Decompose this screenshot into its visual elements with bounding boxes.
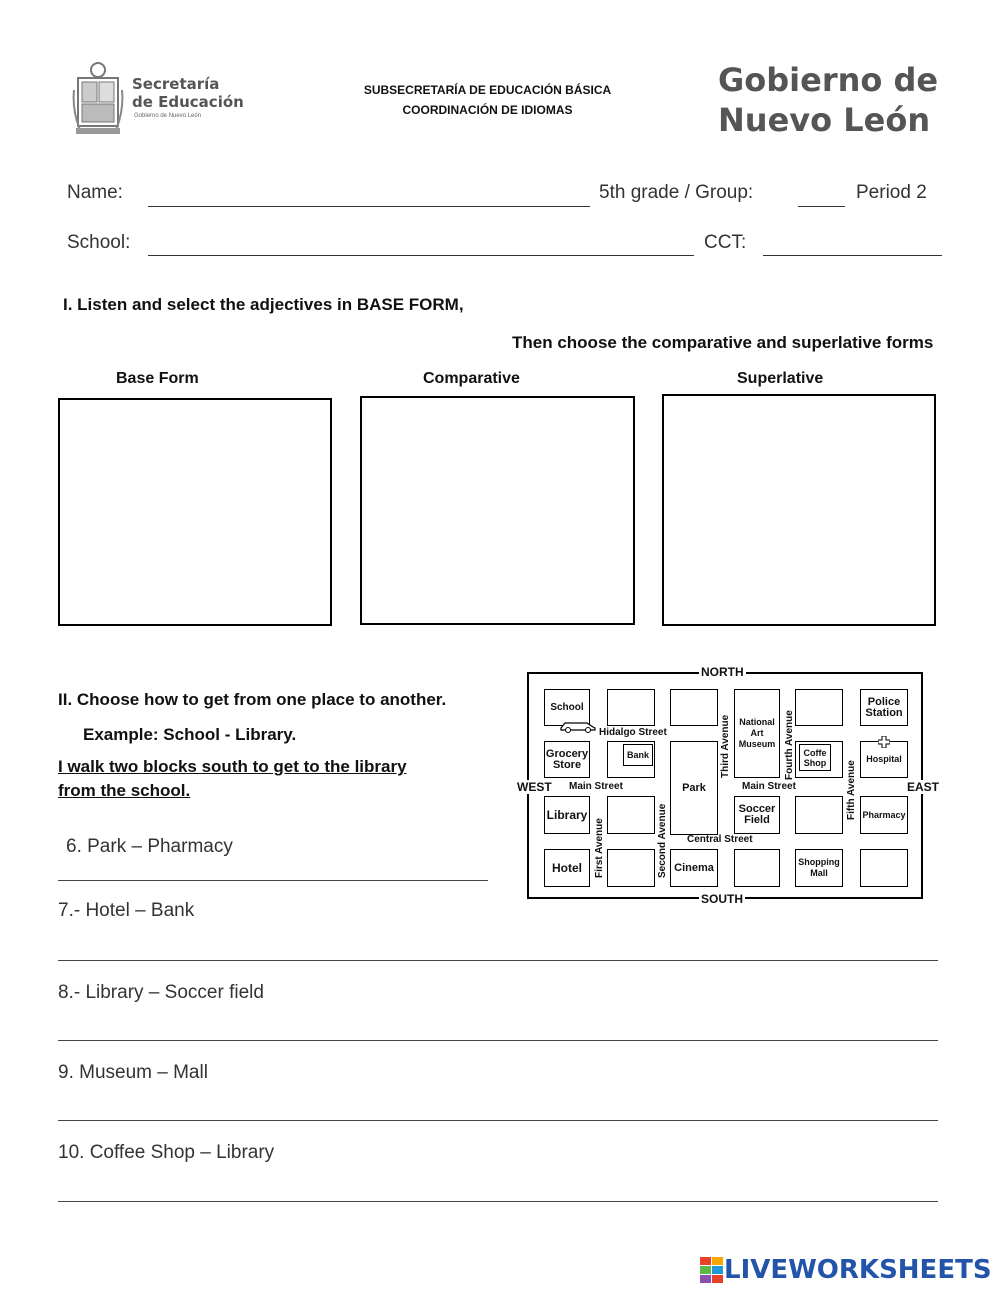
answer-9[interactable] [58, 1120, 938, 1121]
grade-label: 5th grade / Group: [599, 182, 754, 203]
grocery-label: Grocery Store [545, 747, 589, 771]
avenue-fifth: Fifth Avenue [846, 760, 857, 820]
cinema-label: Cinema [674, 861, 714, 874]
map-block-hotel [544, 849, 590, 887]
avenue-second: Second Avenue [657, 803, 668, 878]
map-south-label: SOUTH [701, 892, 743, 906]
question-9: 9. Museum – Mall [58, 1062, 208, 1083]
avenue-fourth: Fourth Avenue [784, 710, 795, 780]
map-block-empty-5 [795, 796, 843, 834]
section1-instruction: I. Listen and select the adjectives in BASE FORM, [63, 295, 464, 314]
soccer-label: Soccer Field [738, 803, 776, 826]
cct-label: CCT: [704, 232, 747, 253]
avenue-third: Third Avenue [720, 714, 731, 778]
map-block-police-station [860, 689, 908, 726]
map-block-soccer-field [734, 796, 780, 834]
answer-8[interactable] [58, 1040, 938, 1041]
mall-label: Shopping Mall [798, 857, 840, 878]
gov-line1: Gobierno de [718, 61, 939, 99]
superlative-dropzone[interactable] [662, 394, 936, 626]
school-label: School [550, 702, 584, 713]
question-8: 8.- Library – Soccer field [58, 982, 264, 1003]
ministry-logo [70, 60, 250, 138]
section2-example: Example: School - Library. [83, 725, 297, 744]
group-field[interactable] [798, 206, 845, 207]
car-icon [559, 719, 597, 733]
cct-field[interactable] [763, 255, 942, 256]
column-title-comparative: Comparative [423, 370, 520, 387]
map-block-empty-4 [607, 796, 655, 834]
map-block-empty-1 [607, 689, 655, 726]
pharmacy-label: Pharmacy [862, 809, 906, 820]
map-west-label: WEST [517, 780, 552, 794]
header-subsecretaria: SUBSECRETARÍA DE EDUCACIÓN BÁSICA [363, 83, 612, 97]
map-block-library [544, 796, 590, 834]
answer-10[interactable] [58, 1201, 938, 1202]
map-block-empty-2 [670, 689, 718, 726]
city-map [517, 665, 940, 906]
map-north-label: NORTH [701, 665, 744, 679]
liveworksheets-logo [700, 1253, 992, 1287]
street-hidalgo: Hidalgo Street [599, 727, 667, 738]
logo-line1: Secretaría [132, 75, 220, 93]
police-label: Police Station [865, 695, 903, 719]
header-center [330, 80, 645, 120]
map-block-empty-7 [734, 849, 780, 887]
avenue-first: First Avenue [594, 818, 605, 878]
example-answer-line1: I walk two blocks south to get to the library [58, 757, 407, 776]
map-block-empty-6 [607, 849, 655, 887]
question-7: 7.- Hotel – Bank [58, 900, 195, 921]
bank-label: Bank [626, 749, 649, 760]
coffee-label: Coffe Shop [803, 747, 827, 768]
map-east-label: EAST [907, 780, 940, 794]
coat-of-arms-icon [72, 60, 124, 136]
museum-label: National Art Museum [738, 717, 776, 749]
map-block-grocery [544, 741, 590, 778]
map-block-bank [623, 744, 653, 766]
answer-6[interactable] [58, 880, 488, 881]
example-answer-line2: from the school. [58, 781, 191, 800]
column-title-base-form: Base Form [116, 370, 199, 387]
map-block-shopping-mall [795, 849, 843, 887]
map-block-bank-area [607, 741, 655, 778]
map-block-empty-3 [795, 689, 843, 726]
map-block-park [670, 741, 718, 835]
section2-instruction: II. Choose how to get from one place to another. [58, 690, 447, 709]
header-coordinacion: COORDINACIÓN DE IDIOMAS [402, 103, 573, 117]
column-title-superlative: Superlative [737, 370, 824, 387]
government-logo [718, 60, 938, 140]
map-block-coffee-shop [799, 744, 831, 771]
map-block-pharmacy [860, 796, 908, 834]
liveworksheets-blocks-icon [700, 1257, 724, 1283]
school-label: School: [67, 232, 131, 253]
question-10: 10. Coffee Shop – Library [58, 1142, 275, 1163]
street-main-west: Main Street [569, 781, 623, 792]
logo-line3: Gobierno de Nuevo León [134, 113, 202, 119]
map-block-empty-8 [860, 849, 908, 887]
comparative-dropzone[interactable] [360, 396, 635, 625]
liveworksheets-brand: LIVEWORKSHEETS [724, 1255, 992, 1285]
name-field[interactable] [148, 206, 590, 207]
street-central: Central Street [687, 834, 753, 845]
park-label: Park [682, 781, 706, 794]
street-main-east: Main Street [742, 781, 796, 792]
map-block-museum [734, 689, 780, 778]
base-form-dropzone[interactable] [58, 398, 332, 626]
map-block-cinema [670, 849, 718, 887]
period-label: Period 2 [856, 182, 927, 203]
gov-line2: Nuevo León [718, 101, 931, 139]
map-block-coffee-area [795, 741, 843, 778]
name-label: Name: [67, 182, 123, 203]
answer-7[interactable] [58, 960, 938, 961]
school-field[interactable] [148, 255, 694, 256]
hotel-label: Hotel [552, 860, 582, 875]
question-6: 6. Park – Pharmacy [66, 836, 233, 857]
logo-line2: de Educación [132, 93, 244, 111]
section1-instruction-2: Then choose the comparative and superlative forms [512, 333, 934, 352]
hospital-cross-icon [878, 736, 890, 748]
library-label: Library [546, 807, 588, 822]
hospital-label: Hospital [866, 754, 902, 764]
